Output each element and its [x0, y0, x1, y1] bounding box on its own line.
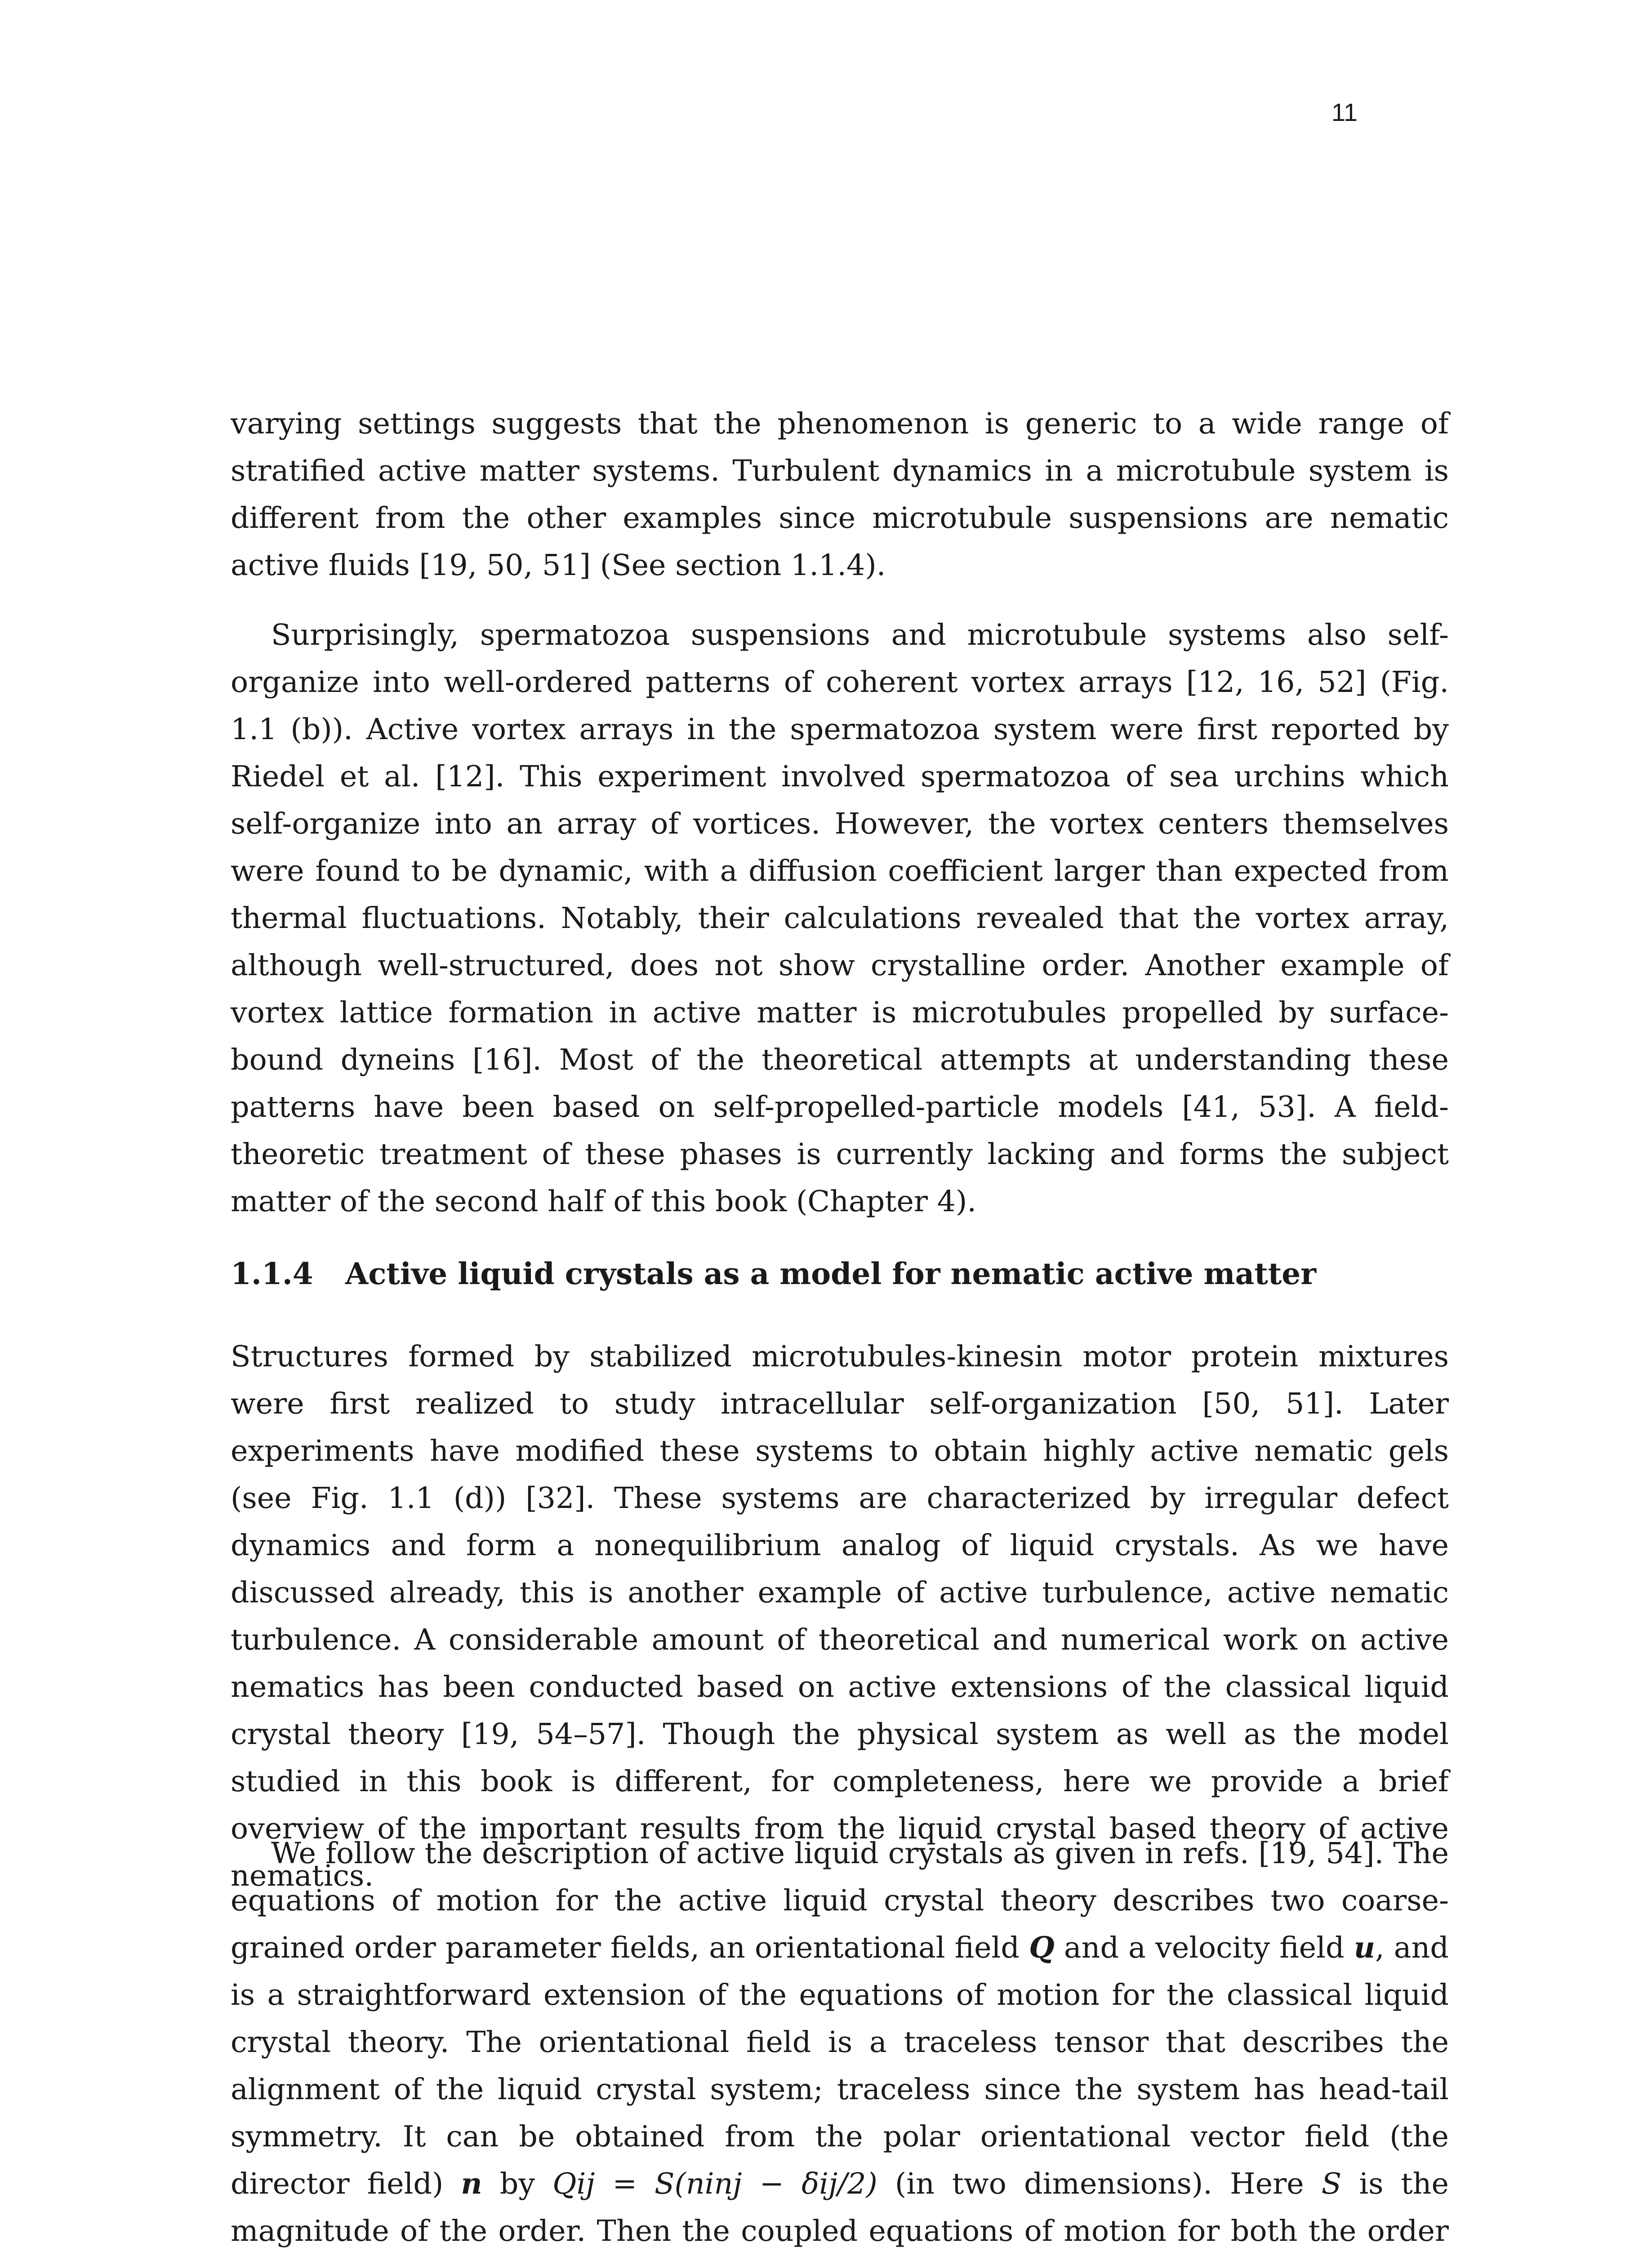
paragraph-4-seg-5: (in two dimensions). Here	[877, 2167, 1322, 2201]
paragraph-3-text: Structures formed by stabilized microtubules-kinesin motor protein mixtures were first realized to study intracellular self-organization [50, 51]. Later experiments have modified these systems to obtain highly active nematic gels (see Fig. 1.1 (d)) [32]. These systems are characterized by irregular defect dynamics and form a nonequilibrium analog of liquid crystals. As we have discussed already, this is another example of active turbulence, active nematic turbulence. A considerable amount of theoretical and numerical work on active nematics has been conducted based on active extensions of the classical liquid crystal theory [19, 54–57]. Though the physical system as well as the model studied in this book is different, for completeness, here we provide a brief overview of the important results from the liquid crystal based theory of active nematics.	[231, 1340, 1449, 1893]
paragraph-4-text	[231, 1830, 1449, 2248]
paragraph-2	[231, 611, 1449, 1225]
paragraph-4-seg-2: and a velocity field	[1054, 1931, 1354, 1965]
paragraph-3	[231, 1333, 1449, 1900]
symbol-Q: Q	[1029, 1931, 1055, 1965]
section-number: 1.1.4	[231, 1256, 313, 1291]
paragraph-4	[231, 1830, 1449, 2248]
paragraph-4-seg-1: We follow the description of active liquid crystals as given in refs. [19, 54]. The equations of motion for the active liquid crystal theory describes two coarse-grained order parameter fields, an orientational field	[231, 1837, 1449, 1965]
paragraph-4-seg-6: is the magnitude of the order. Then the coupled equations of motion for both the order	[231, 2167, 1449, 2248]
section-heading	[231, 1253, 1449, 1294]
paragraph-2-text: Surprisingly, spermatozoa suspensions and microtubule systems also self-organize into well-ordered patterns of coherent vortex arrays [12, 16, 52] (Fig. 1.1 (b)). Active vortex arrays in the spermatozoa system were first reported by Riedel et al. [12]. This experiment involved spermatozoa of sea urchins which self-organize into an array of vortices. However, the vortex centers themselves were found to be dynamic, with a diffusion coefficient larger than expected from thermal fluctuations. Notably, their calculations revealed that the vortex array, although well-structured, does not show crystalline order. Another example of vortex lattice formation in active matter is microtubules propelled by surface-bound dyneins [16]. Most of the theoretical attempts at understanding these patterns have been based on self-propelled-particle models [41, 53]. A field-theoretic treatment of these phases is currently lacking and forms the subject matter of the second half of this book (Chapter 4).	[231, 618, 1449, 1218]
paragraph-1-text: varying settings suggests that the phenomenon is generic to a wide range of stratified active matter systems. Turbulent dynamics in a microtubule system is different from the other examples since microtubule suspensions are nematic active fluids [19, 50, 51] (See section 1.1.4).	[231, 407, 1449, 582]
paragraph-4-seg-4: by	[482, 2167, 553, 2201]
paragraph-1	[231, 400, 1449, 589]
symbol-S: S	[1321, 2167, 1342, 2201]
page-number: 11	[1331, 98, 1358, 126]
section-title: Active liquid crystals as a model for nematic active matter	[345, 1256, 1316, 1291]
symbol-n: n	[461, 2167, 482, 2201]
symbol-u: u	[1354, 1931, 1375, 1965]
equation-Qij: Qij = S(ninj − δij/2)	[552, 2167, 877, 2201]
paragraph-4-seg-3: , and is a straightforward extension of the equations of motion for the classical liquid crystal theory. The orientational field is a traceless tensor that describes the alignment of the liquid crystal system; traceless since the system has head-tail symmetry. It can be obtained from the polar orientational vector field (the director field)	[231, 1931, 1449, 2201]
